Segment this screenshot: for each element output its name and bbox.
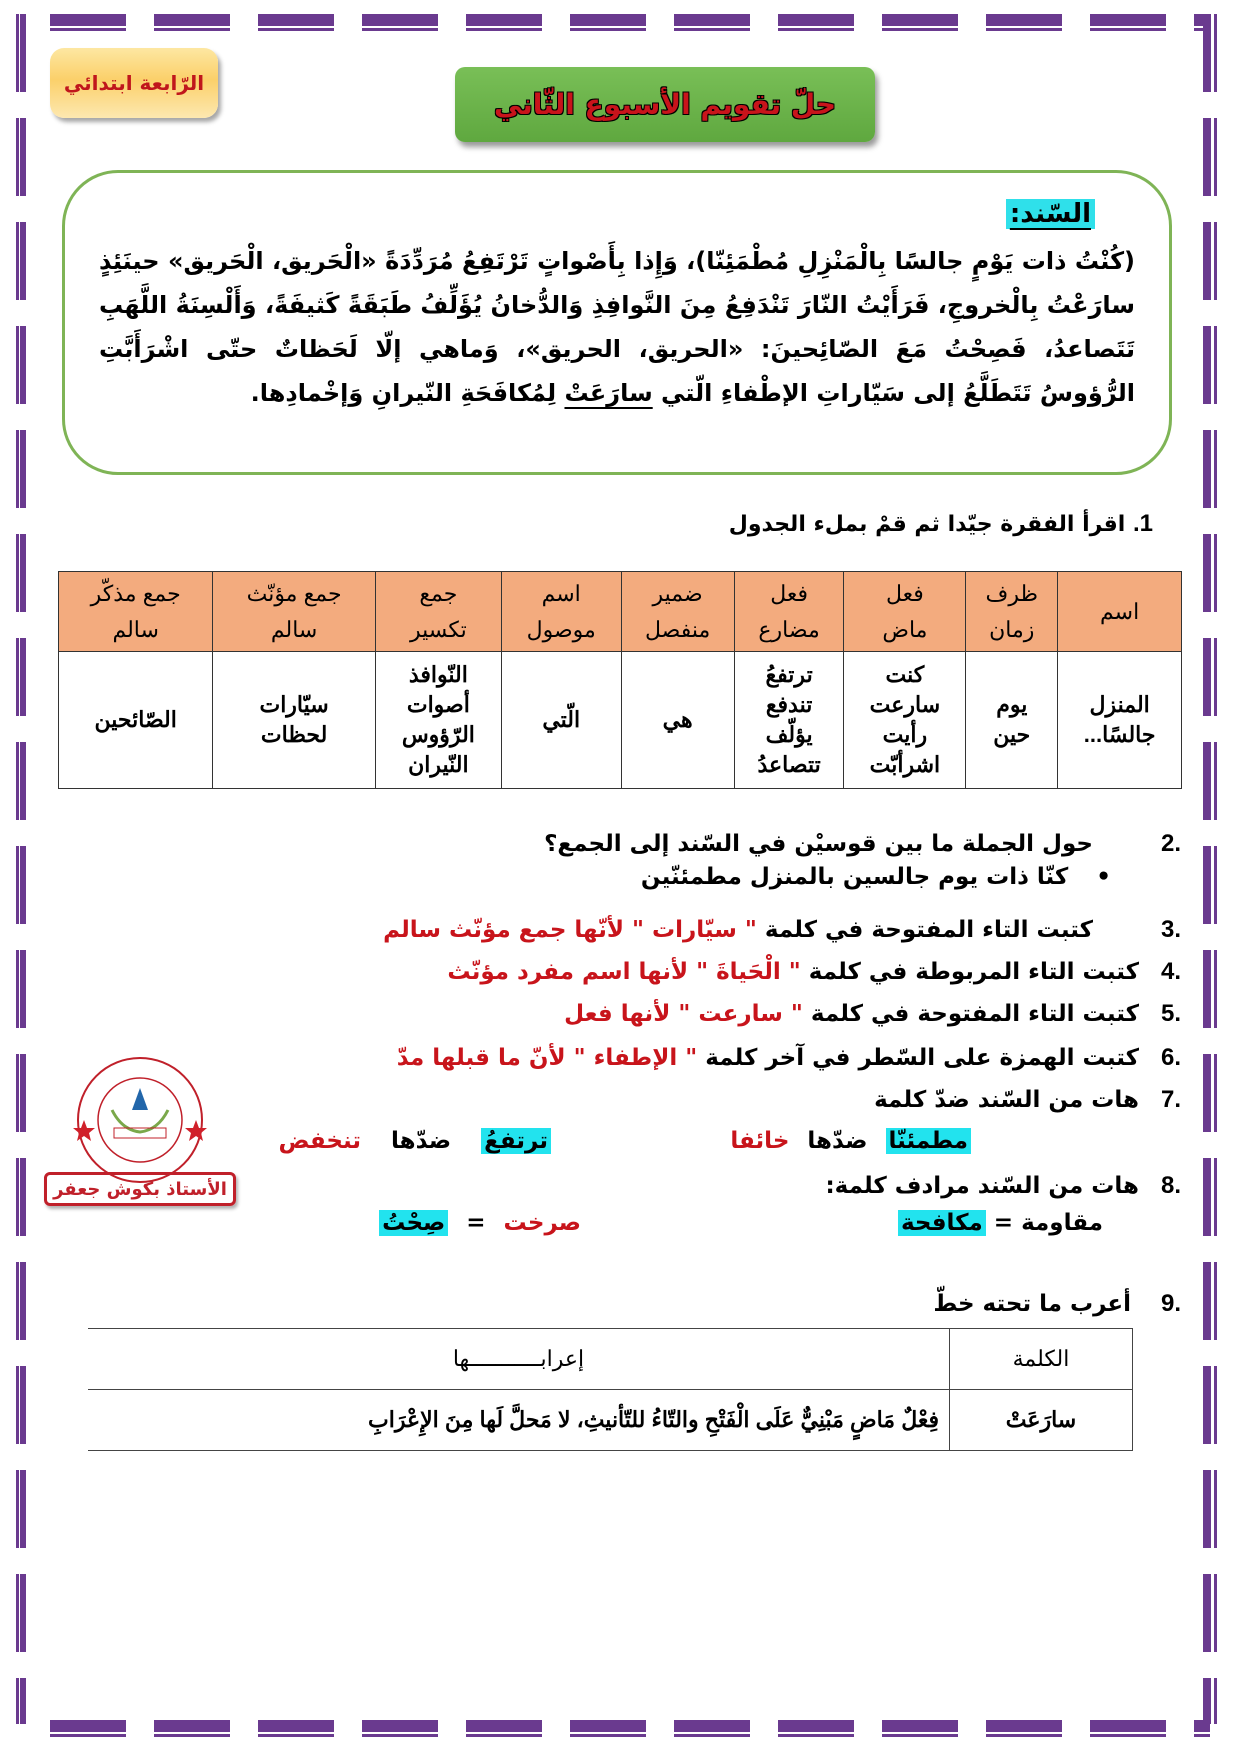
source-underlined-word: سارَعَتْ — [564, 379, 653, 407]
bullet-icon: • — [1096, 864, 1111, 890]
teacher-name-label: الأستاذ بكوش جعفر — [44, 1172, 236, 1206]
header-jam-muannath-salim — [213, 572, 375, 652]
header-text: موصول — [526, 616, 596, 642]
question-1 — [729, 510, 1153, 538]
page-frame-left — [20, 14, 26, 1724]
header-text: منفصل — [644, 616, 711, 642]
irab-table-header-row — [88, 1329, 1133, 1390]
cell-ism-mawsul — [501, 652, 621, 789]
header-dharf-zaman — [966, 572, 1058, 652]
cell-jam-taksir — [375, 652, 501, 789]
question-1-prompt: اقرأ الفقرة جيّدا ثم قمْ بملء الجدول — [728, 512, 1126, 537]
cell-jam-muannath-salim — [213, 652, 375, 789]
question-3 — [383, 916, 1181, 944]
question-5-number: .5 — [1160, 1000, 1181, 1027]
question-8-prompt: هات من السّند مرادف كلمة: — [825, 1173, 1139, 1199]
source-passage-box — [62, 170, 1172, 475]
source-passage-text — [99, 239, 1135, 415]
question-3-number: .3 — [1160, 916, 1181, 943]
star-icon — [185, 1120, 207, 1141]
header-fil-mudari — [734, 572, 844, 652]
question-9 — [933, 1290, 1181, 1318]
grammar-table-answer-row — [59, 652, 1182, 789]
question-7-pair-1 — [730, 1128, 971, 1154]
header-jam-mudhakkar-salim — [59, 572, 213, 652]
question-1-number: 1. — [1132, 510, 1153, 537]
question-5-answer: " سارعت " لأنها فعل — [564, 1001, 803, 1027]
question-2-answer-text: كنّا ذات يوم جالسين بالمنزل مطمئنّين — [640, 864, 1069, 890]
cell-value: يؤلّف — [765, 722, 813, 747]
question-7-answer-1: خائفا — [730, 1128, 790, 1154]
header-text: زمان — [989, 616, 1035, 642]
question-3-prompt: كتبت التاء المفتوحة في كلمة — [764, 917, 1093, 943]
question-8-pair-2 — [379, 1210, 581, 1236]
question-2-number: .2 — [1160, 830, 1181, 857]
question-8-answer-1: مكافحة — [898, 1210, 986, 1236]
question-7-prompt: هات من السّند ضدّ كلمة — [874, 1087, 1139, 1113]
header-damir-munfasil — [621, 572, 734, 652]
question-8-given-2: صرخت — [503, 1210, 581, 1236]
question-5-prompt: كتبت التاء المفتوحة في كلمة — [810, 1001, 1139, 1027]
star-icon — [73, 1120, 95, 1141]
grade-badge: الرّابعة ابتدائي — [50, 48, 218, 118]
question-7-answer-2: تنخفض — [278, 1128, 362, 1154]
source-label: السّند: — [1006, 199, 1095, 229]
question-6-answer: " الإطفاء " لأنّ ما قبلها مدّ — [396, 1045, 698, 1071]
cell-fil-madi — [844, 652, 966, 789]
header-text: جمع مذكّر — [90, 580, 181, 606]
question-7-word-1: مطمئنّا — [886, 1128, 971, 1154]
question-7-number: .7 — [1160, 1086, 1181, 1113]
cell-value: الّتي — [542, 707, 581, 732]
grammar-table-header-row — [59, 572, 1182, 652]
cell-value: كنت — [885, 662, 925, 687]
header-text: اسم — [1100, 598, 1140, 624]
header-text: فعل — [886, 580, 924, 606]
irab-word: سارَعَتْ — [950, 1390, 1133, 1451]
cell-fil-mudari — [734, 652, 844, 789]
header-text: ماض — [882, 616, 928, 642]
question-7-word-2: ترتفعُ — [481, 1128, 551, 1154]
header-text: سالم — [270, 616, 318, 642]
header-text: ظرف — [985, 580, 1039, 606]
header-text: مضارع — [758, 616, 820, 642]
page-frame-right — [1203, 14, 1211, 1724]
cell-value: رأيت — [882, 722, 928, 747]
question-7 — [874, 1086, 1181, 1114]
page-title: حلّ تقويم الأسبوع الثّاني — [455, 67, 875, 142]
question-2-answer — [641, 864, 1111, 890]
cell-jam-mudhakkar-salim — [59, 652, 213, 789]
question-9-number: .9 — [1160, 1290, 1181, 1317]
header-ism — [1058, 572, 1182, 652]
cell-value: النّيران — [408, 752, 469, 777]
question-6-prompt: كتبت الهمزة على السّطر في آخر كلمة — [705, 1045, 1139, 1071]
header-text: جمع مؤنّث — [246, 580, 342, 606]
header-text: سالم — [112, 616, 159, 642]
cell-value: سارعت — [869, 692, 941, 717]
cell-damir-munfasil — [621, 652, 734, 789]
cell-value: سيّارات — [259, 692, 329, 717]
question-9-prompt: أعرب ما تحته خطّ — [933, 1291, 1131, 1317]
page-frame-top — [50, 14, 1210, 26]
cell-value: النّوافذ — [408, 662, 468, 687]
question-4-number: .4 — [1160, 958, 1181, 985]
question-2 — [544, 830, 1181, 858]
question-4 — [447, 958, 1181, 986]
cell-value: الرّؤوس — [401, 722, 475, 747]
cell-value: تتصاعدُ — [757, 752, 821, 777]
equals-sign: = — [993, 1210, 1014, 1236]
question-7-connector-2: ضدّها — [391, 1128, 452, 1154]
question-2-prompt: حول الجملة ما بين قوسيْن في السّند إلى الجمع؟ — [544, 831, 1093, 857]
cell-value: المنزل — [1089, 692, 1150, 717]
stamp-outer-circle — [78, 1058, 202, 1182]
header-irab: إعرابـــــــــــها — [88, 1329, 950, 1390]
question-7-pair-2 — [278, 1128, 551, 1154]
question-8-given-1: مقاومة — [1021, 1210, 1103, 1236]
laurel-icon — [112, 1110, 168, 1132]
question-8-pair-1 — [898, 1210, 1103, 1236]
irab-analysis: فِعْلٌ مَاضٍ مَبْنِيٌّ عَلَى الْفَتْحِ والتّاءُ للتّأنيثِ، لا مَحلَّ لَها مِنَ الإِعْرَابِ — [88, 1390, 950, 1451]
cell-value: هي — [662, 707, 693, 732]
source-text-part2: لِمُكافَحَةِ النّيرانِ وَإخْمادِها. — [250, 379, 565, 407]
question-6-number: .6 — [1160, 1044, 1181, 1071]
cell-value: يوم — [996, 692, 1028, 717]
question-8-number: .8 — [1160, 1172, 1181, 1199]
header-fil-madi — [844, 572, 966, 652]
cell-value: أصوات — [406, 692, 470, 717]
header-text: اسم — [541, 580, 581, 606]
cell-value: جالسًا... — [1083, 722, 1156, 747]
question-4-answer: " الْحَياةَ " لأنها اسم مفرد مؤنّث — [447, 959, 801, 985]
question-4-prompt: كتبت التاء المربوطة في كلمة — [808, 959, 1139, 985]
cell-value: الصّائحين — [94, 707, 177, 732]
header-word: الكلمة — [950, 1329, 1133, 1390]
table-row — [88, 1390, 1133, 1451]
header-text: ضمير — [652, 580, 703, 606]
source-text-part1: (كُنْتُ ذات يَوْمٍ جالسًا بِالْمَنْزِلِ مُطْمَئِنّا)، وَإِذا بِأَصْواتٍ تَرْتَفِعُ مُرَدِّدَةً «الْحَريق، الْحَريق» حينَئِذٍ سارَعْتُ بِالْخروجِ، فَرَأَيْتُ النّارَ تَنْدَفِعُ مِنَ النَّوافِذِ وَالدُّخانُ يُؤَلِّفُ طَبَقَةً كَثيفَةً، وَأَلْسِنَةُ اللَّهَبِ تَتَصاعدُ، فَصِحْتُ مَعَ الصّائِحينَ: «الحريق، الحريق»، وَماهي إلّا لَحَظاتٌ حتّى اشْرَأَبَّتِ الرُّؤوسُ تَتَطَلَّعُ إلى سَيّاراتِ الإطْفاءِ الّتي — [99, 247, 1135, 407]
irab-table — [88, 1328, 1133, 1451]
cell-value: ترتفعُ — [765, 662, 813, 687]
question-7-connector-1: ضدّها — [807, 1128, 868, 1154]
cell-value: حين — [993, 722, 1031, 747]
page-frame-bottom — [50, 1720, 1210, 1732]
header-ism-mawsul — [501, 572, 621, 652]
question-8 — [825, 1172, 1181, 1200]
question-8-answer-2: صِحْتُ — [379, 1210, 448, 1236]
cell-value: اشرأبّت — [869, 752, 941, 777]
equals-sign: = — [466, 1210, 486, 1236]
question-5 — [564, 1000, 1181, 1028]
cell-value: لحظات — [260, 722, 328, 747]
cell-dharf-zaman — [966, 652, 1058, 789]
header-text: جمع — [419, 580, 458, 606]
header-jam-taksir — [375, 572, 501, 652]
question-3-answer: " سيّارات " لأنّها جمع مؤنّث سالم — [383, 917, 757, 943]
grammar-table — [58, 571, 1182, 789]
cell-value: تندفع — [765, 692, 813, 717]
header-text: فعل — [770, 580, 808, 606]
pen-nib-icon — [132, 1088, 148, 1110]
question-6 — [397, 1044, 1181, 1072]
cell-ism — [1058, 652, 1182, 789]
header-text: تكسير — [410, 616, 467, 642]
